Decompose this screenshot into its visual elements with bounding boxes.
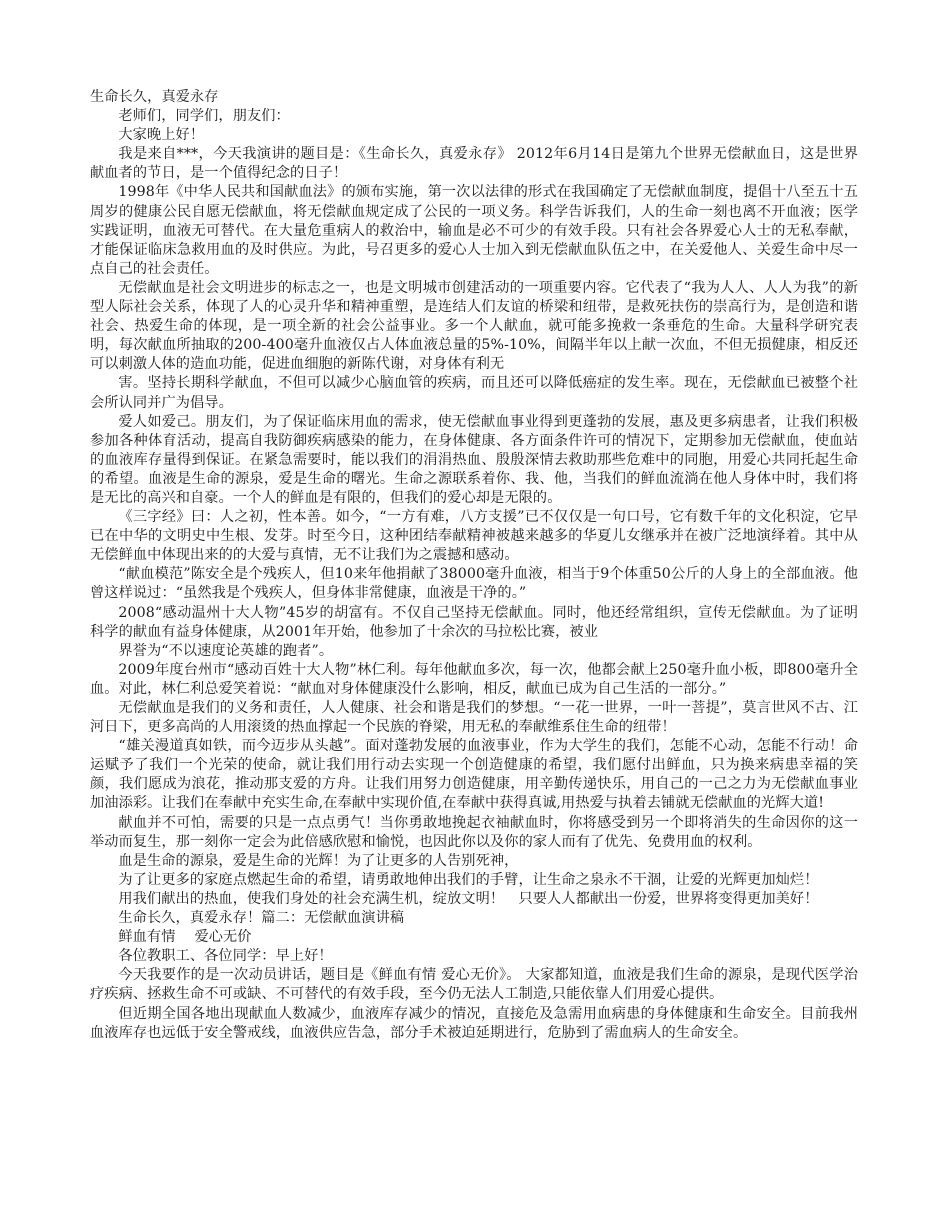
paragraph-4: 1998年《中华人民共和国献血法》的颁布实施，第一次以法律的形式在我国确定了无偿献血制度，提倡十八至五十五周岁的健康公民自愿无偿献血，将无偿献血规定成了公民的一项义务。科学告诉我们，人的生命一刻也离不开血液；医学实践证明，血液无可替代。在大量危重病人的救治中，输血是必不可少的有效手段。只有社会各界爱心人士的无私奉献，才能保证临床急救用血的及时供应。为此，号召更多的爱心人士加入到无偿献血队伍之中，在关爱他人、关爱生命中尽一点自己的社会责任。	[90, 184, 858, 277]
paragraph-11: 界誉为“不以速度论英雄的跑者”。	[118, 642, 334, 659]
paragraph-13: 无偿献血是我们的义务和责任，人人健康、社会和谐是我们的梦想。“一花一世界，一叶一菩提”，莫言世风不古、江河日下，更多高尚的人用滚烫的热血撑起一个民族的脊梁，用无私的奉献维系住生命的纽带！	[90, 700, 858, 736]
section-2-paragraph-1: 今天我要作的是一次动员讲话，题目是《鲜血有情 爱心无价》。 大家都知道，血液是我们生命的源泉，是现代医学治疗疾病、拯救生命不可或缺、不可替代的有效手段，至今仍无法人工制造,只能依靠人们用爱心提供。	[90, 967, 858, 1003]
document-title: 生命长久，真爱永存	[90, 89, 219, 105]
paragraph-17: 为了让更多的家庭点燃起生命的希望，请勇敢地伸出我们的手臂，让生命之泉永不干涸，让爱的光辉更加灿烂！	[118, 871, 819, 888]
paragraph-18: 用我们献出的热血，使我们身处的社会充满生机，绽放文明！ 只要人人都献出一份爱，世界将变得更加美好！	[118, 890, 819, 907]
paragraph-1: 老师们，同学们，朋友们：	[118, 108, 290, 125]
document-page	[90, 88, 858, 1043]
paragraph-8: 《三字经》曰：人之初，性本善。如今，“一方有难，八方支援”已不仅仅是一句口号，它有数千年的文化积淀，它早已在中华的文明史中生根、发芽。时至今日，这种团结奉献精神被越来越多的华夏儿女继承并在被广泛地演绎着。其中从无偿鲜血中体现出来的的大爱与真情，无不让我们为之震撼和感动。	[90, 509, 858, 564]
paragraph-9: “献血模范”陈安全是个残疾人，但10来年他捐献了38000毫升血液，相当于9个体重50公斤的人身上的全部血液。他曾这样说过：“虽然我是个残疾人，但身体非常健康，血液是干净的。”	[90, 566, 858, 602]
paragraph-15: 献血并不可怕，需要的只是一点点勇气！当你勇敢地挽起衣袖献血时，你将感受到另一个即将消失的生命因你的这一举动而复生，那一刻你一定会为此倍感欣慰和愉悦，也因此你以及你的家人而有了优先、免费用血的权利。	[90, 814, 858, 850]
paragraph-12: 2009年度台州市“感动百姓十大人物”林仁利。每年他献血多次，每一次，他都会献上250毫升血小板，即800毫升全血。对此，林仁利总爱笑着说：“献血对身体健康没什么影响，相反，献血已成为自己生活的一部分。”	[90, 661, 858, 697]
section-2-title: 鲜血有情 爱心无价	[118, 929, 252, 946]
section-2-paragraph-2: 但近期全国各地出现献血人数减少，血液库存减少的情况，直接危及急需用血病患的身体健康和生命安全。目前我州血液库存也远低于安全警戒线，血液供应告急，部分手术被迫延期进行，危胁到了需血病人的生命安全。	[90, 1005, 858, 1041]
paragraph-6: 害。坚持长期科学献血，不但可以减少心脑血管的疾病，而且还可以降低癌症的发生率。现在，无偿献血已被整个社会所认同并广为倡导。	[90, 375, 858, 411]
paragraph-7: 爱人如爱己。朋友们，为了保证临床用血的需求，使无偿献血事业得到更蓬勃的发展，惠及更多病患者，让我们积极参加各种体育活动，提高自我防御疾病感染的能力，在身体健康、各方面条件许可的情况下，定期参加无偿献血，使血站的血液库存量得到保证。在紧急需要时，能以我们的涓涓热血、殷殷深情去救助那些危难中的同胞，用爱心共同托起生命的希望。血液是生命的源泉，爱是生命的曙光。生命之源联系着你、我、他，当我们的鲜血流淌在他人身体中时，我们将是无比的高兴和自豪。一个人的鲜血是有限的，但我们的爱心却是无限的。	[90, 413, 858, 506]
paragraph-14: “雄关漫道真如铁，而今迈步从头越”。面对蓬勃发展的血液事业，作为大学生的我们，怎能不心动，怎能不行动！命运赋予了我们一个光荣的使命，就让我们用行动去实现一个创造健康的希望，我们愿付出鲜血，只为换来病患幸福的笑颜，我们愿成为浪花，推动那支爱的方舟。让我们用努力创造健康，用辛勤传递快乐，用自己的一己之力为无偿献血事业加油添彩。让我们在奉献中充实生命,在奉献中实现价值,在奉献中获得真诚,用热爱与执着去铺就无偿献血的光辉大道!	[90, 738, 858, 812]
paragraph-5: 无偿献血是社会文明进步的标志之一，也是文明城市创建活动的一项重要内容。它代表了“我为人人、人人为我”的新型人际社会关系，体现了人的心灵升华和精神重塑，是连结人们友谊的桥梁和纽带，是救死扶伤的崇高行为，是创造和谐社会、热爱生命的体现，是一项全新的社会公益事业。多一个人献血，就可能多挽救一条垂危的生命。大量科学研究表明，每次献血所抽取的200-400毫升血液仅占人体血液总量的5%-10%，间隔半年以上献一次血，不但无损健康，相反还可以刺激人体的造血功能，促进血细胞的新陈代谢，对身体有利无	[90, 279, 858, 373]
paragraph-2: 大家晚上好！	[118, 127, 205, 144]
paragraph-10: 2008“感动温州十大人物”45岁的胡富有。不仅自己坚持无偿献血。同时，他还经常组织，宣传无偿献血。为了证明科学的献血有益身体健康，从2001年开始，他参加了十余次的马拉松比赛，被业	[90, 604, 858, 640]
section-2-heading: 生命长久，真爱永存！篇二：无偿献血演讲稿	[118, 910, 405, 927]
paragraph-3: 我是来自***，今天我演讲的题目是：《生命长久，真爱永存》 2012年6月14日是第九个世界无偿献血日，这是世界献血者的节日，是一个值得纪念的日子！	[90, 146, 858, 182]
paragraph-16: 血是生命的源泉，爱是生命的光辉！为了让更多的人告别死神，	[118, 852, 519, 869]
section-2-greeting: 各位教职工、各位同学：早上好！	[118, 948, 333, 965]
